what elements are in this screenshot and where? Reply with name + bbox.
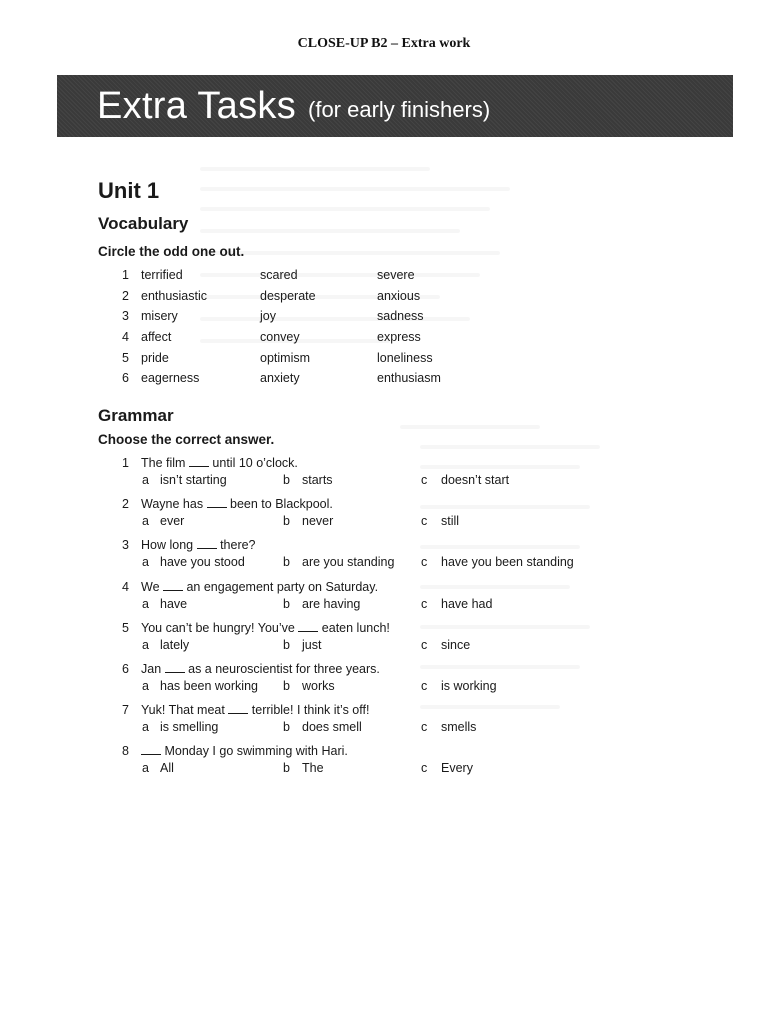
vocabulary-instruction: Circle the odd one out. <box>98 244 245 259</box>
question-text <box>141 497 333 511</box>
vocabulary-heading: Vocabulary <box>98 214 189 233</box>
vocabulary-list <box>122 268 522 392</box>
option-letter: b <box>283 637 290 652</box>
option-letter: a <box>142 637 149 652</box>
question-text-after: been to Blackpool. <box>226 497 333 512</box>
option-letter: c <box>421 761 428 776</box>
question-text-after: until 10 o’clock. <box>208 456 298 470</box>
grammar-heading: Grammar <box>98 406 174 425</box>
option-letter: c <box>421 473 428 487</box>
grammar-question <box>122 456 622 497</box>
vocab-item <box>122 330 522 351</box>
vocab-item <box>122 371 522 392</box>
answer-option[interactable]: doesn’t start <box>441 473 510 487</box>
answer-option[interactable]: does smell <box>302 720 362 735</box>
item-number: 5 <box>122 350 129 365</box>
question-text-before: You can’t be hungry! You’ve <box>141 620 299 635</box>
question-text <box>141 456 298 470</box>
question-text-before: Yuk! That meat <box>141 703 229 718</box>
vocab-word[interactable]: misery <box>141 309 178 324</box>
answer-blank <box>165 672 185 673</box>
vocab-word[interactable]: express <box>377 330 421 345</box>
vocab-word[interactable]: severe <box>377 268 415 282</box>
question-text <box>141 580 378 594</box>
grammar-question <box>122 580 622 621</box>
option-letter: b <box>283 720 290 735</box>
option-letter: a <box>142 514 149 529</box>
vocab-item <box>122 309 522 330</box>
question-number: 5 <box>122 620 129 635</box>
answer-option[interactable]: still <box>441 514 460 529</box>
question-text-before: We <box>141 579 163 594</box>
option-letter: a <box>142 473 149 487</box>
option-letter: c <box>421 637 428 652</box>
option-letter: c <box>421 720 428 735</box>
grammar-question <box>122 538 622 579</box>
title-banner <box>57 75 733 137</box>
vocab-word[interactable]: loneliness <box>377 350 433 365</box>
vocab-word[interactable]: terrified <box>141 268 183 282</box>
question-text <box>141 662 380 676</box>
answer-option[interactable]: The <box>302 761 324 776</box>
answer-option[interactable]: smells <box>441 720 477 735</box>
item-number: 4 <box>122 330 129 345</box>
question-text-before: Jan <box>141 661 165 676</box>
question-text-after: Monday I go swimming with Hari. <box>161 744 348 759</box>
answer-option[interactable]: never <box>302 514 334 529</box>
question-text-after: as a neuroscientist for three years. <box>184 661 380 676</box>
answer-option[interactable]: starts <box>302 473 333 487</box>
grammar-question <box>122 744 622 785</box>
answer-option[interactable]: are you standing <box>302 555 395 570</box>
answer-option[interactable]: isn’t starting <box>160 473 227 487</box>
item-number: 2 <box>122 288 129 303</box>
item-number: 6 <box>122 371 129 386</box>
question-number: 6 <box>122 661 129 676</box>
vocab-word[interactable]: pride <box>141 350 169 365</box>
option-letter: b <box>283 678 290 693</box>
answer-option[interactable]: is working <box>441 678 497 693</box>
question-number: 1 <box>122 456 129 470</box>
answer-blank <box>298 631 318 632</box>
question-text-before: Wayne has <box>141 497 207 512</box>
answer-option[interactable]: Every <box>441 761 473 776</box>
answer-blank <box>228 713 248 714</box>
answer-blank <box>197 548 217 549</box>
option-letter: c <box>421 514 428 529</box>
option-letter: a <box>142 761 149 776</box>
question-number: 2 <box>122 497 129 512</box>
grammar-question <box>122 621 622 662</box>
answer-option[interactable]: are having <box>302 596 361 611</box>
answer-blank <box>189 466 209 467</box>
item-number: 1 <box>122 268 129 282</box>
option-letter: a <box>142 678 149 693</box>
option-letter: b <box>283 596 290 611</box>
question-text <box>141 744 348 758</box>
vocab-item <box>122 268 522 289</box>
option-letter: c <box>421 678 428 693</box>
banner-subtitle: (for early finishers) <box>308 97 491 122</box>
answer-option[interactable]: just <box>302 637 322 652</box>
grammar-instruction: Choose the correct answer. <box>98 432 275 447</box>
option-letter: a <box>142 555 149 570</box>
vocab-word[interactable]: scared <box>260 268 298 282</box>
option-letter: b <box>283 555 290 570</box>
vocab-word[interactable]: affect <box>141 330 172 345</box>
option-letter: b <box>283 514 290 529</box>
vocab-word[interactable]: enthusiasm <box>377 371 441 386</box>
answer-option[interactable]: have <box>160 596 188 611</box>
question-text-before: The film <box>141 456 189 470</box>
question-text <box>141 621 390 635</box>
question-number: 8 <box>122 744 129 759</box>
answer-option[interactable]: All <box>160 761 174 776</box>
vocab-item <box>122 351 522 372</box>
vocab-word[interactable]: sadness <box>377 309 424 324</box>
vocab-word[interactable]: enthusiastic <box>141 288 208 303</box>
question-text-after: terrible! I think it’s off! <box>248 703 370 718</box>
option-letter: b <box>283 761 290 776</box>
answer-blank <box>207 507 227 508</box>
answer-option[interactable]: ever <box>160 514 185 529</box>
vocab-word[interactable]: desperate <box>260 288 316 303</box>
vocab-word[interactable]: optimism <box>260 350 311 365</box>
grammar-question <box>122 497 622 538</box>
answer-option[interactable]: since <box>441 637 471 652</box>
answer-blank <box>163 590 183 591</box>
vocab-word[interactable]: eagerness <box>141 371 200 386</box>
question-text-after: there? <box>216 538 256 553</box>
vocab-word[interactable]: convey <box>260 330 300 345</box>
answer-option[interactable]: has been working <box>160 678 258 693</box>
answer-option[interactable]: have you been standing <box>441 555 574 570</box>
option-letter: c <box>421 555 428 570</box>
answer-option[interactable]: have had <box>441 596 493 611</box>
question-number: 3 <box>122 538 129 553</box>
option-letter: a <box>142 596 149 611</box>
option-letter: c <box>421 596 428 611</box>
option-letter: a <box>142 720 149 735</box>
grammar-question <box>122 662 622 703</box>
vocab-word[interactable]: joy <box>260 309 276 324</box>
option-letter: b <box>283 473 290 487</box>
vocab-item <box>122 289 522 310</box>
question-text <box>141 703 369 717</box>
question-text-after: eaten lunch! <box>318 620 390 635</box>
vocab-word[interactable]: anxious <box>377 288 421 303</box>
answer-blank <box>141 754 161 755</box>
answer-option[interactable]: is smelling <box>160 720 219 735</box>
question-text-before: How long <box>141 538 197 553</box>
answer-option[interactable]: works <box>302 678 335 693</box>
question-text <box>141 538 256 552</box>
answer-option[interactable]: have you stood <box>160 555 245 570</box>
question-number: 4 <box>122 579 129 594</box>
item-number: 3 <box>122 309 129 324</box>
grammar-question <box>122 703 622 744</box>
unit-title: Unit 1 <box>98 178 160 203</box>
grammar-list <box>122 456 622 786</box>
answer-option[interactable]: lately <box>160 637 190 652</box>
question-text-after: an engagement party on Saturday. <box>183 579 379 594</box>
page-header: CLOSE-UP B2 – Extra work <box>297 36 471 51</box>
vocab-word[interactable]: anxiety <box>260 371 300 386</box>
banner-title: Extra Tasks <box>97 84 296 127</box>
question-number: 7 <box>122 703 129 718</box>
